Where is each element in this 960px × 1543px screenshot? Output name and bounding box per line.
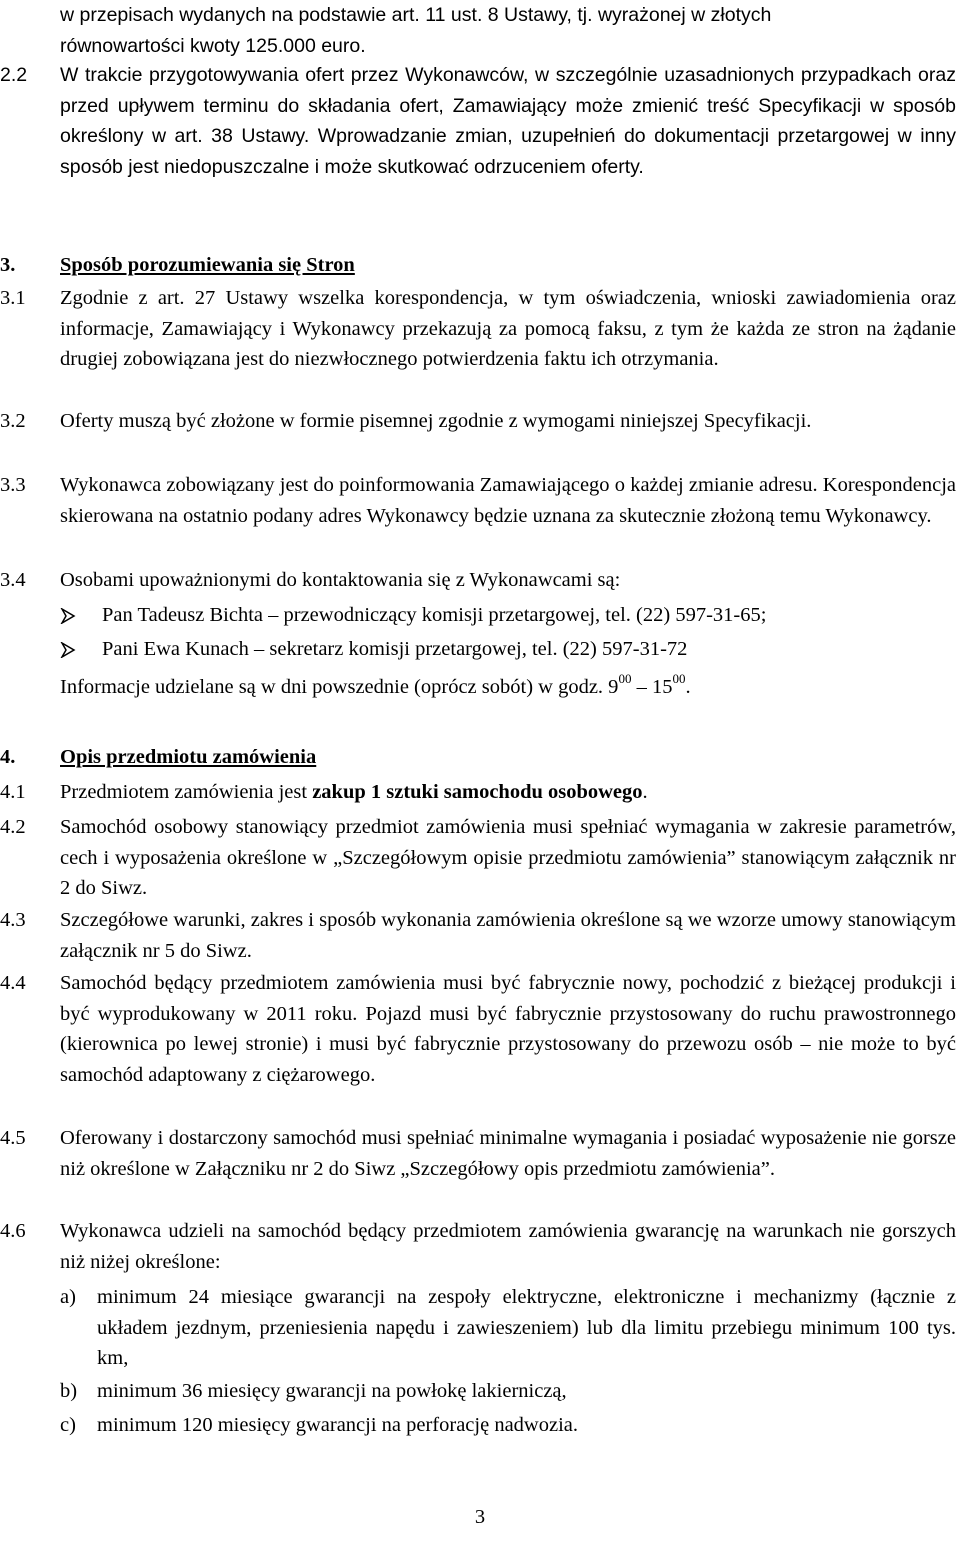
paragraph-number: 2.2	[0, 64, 28, 86]
section-title: Sposób porozumiewania się Stron	[60, 254, 355, 276]
paragraph-text: Przedmiotem zamówienia jest	[60, 781, 313, 803]
paragraph-number: 4.1	[0, 781, 26, 803]
paragraph-text: Zgodnie z art. 27 Ustawy wszelka korespondencja, w tym oświadczenia, wnioski zawiadomienia oraz informacje, Zamawiający i Wykonawcy przekazują za pomocą faksu, z tym że każda ze stron na żądanie drugiej zobowiązana jest do niezwłocznego potwierdzenia faktu ich otrzymania.	[60, 287, 956, 370]
contact-item	[60, 634, 956, 665]
paragraph-text: Wykonawca udzieli na samochód będący przedmiotem zamówienia gwarancję na warunkach nie gorszych niż niżej określone:	[60, 1220, 956, 1273]
warranty-item	[60, 1410, 956, 1441]
paragraph-2-2	[0, 60, 956, 182]
paragraph-number: 3.3	[0, 474, 26, 496]
paragraph-number: 3.2	[0, 410, 26, 432]
paragraph-number: 4.3	[0, 909, 26, 931]
paragraph-text: W trakcie przygotowywania ofert przez Wykonawców, w szczególnie uzasadnionych przypadkach oraz przed upływem terminu do składania ofert, Zamawiający może zmienić treść Specyfikacji w sposób określony w art. 38 Ustawy. Wprowadzanie zmian, uzupełnień do dokumentacji przetargowej w inny sposób jest niedopuszczalne i może skutkować odrzuceniem oferty.	[60, 64, 956, 178]
section-number: 3.	[0, 254, 16, 276]
section-number: 4.	[0, 746, 16, 768]
hours-start-minutes: 00	[618, 671, 632, 687]
paragraph-4-1	[0, 777, 956, 808]
intro-line-2: równowartości kwoty 125.000 euro.	[60, 34, 366, 57]
item-text: minimum 24 miesiące gwarancji na zespoły elektryczne, elektroniczne i mechanizmy (łącznie z układem jezdnym, przeniesienia napędu i zawieszeniem) lub dla limitu przebiegu minimum 100 tys. km,	[97, 1286, 956, 1369]
item-label: a)	[60, 1286, 76, 1308]
paragraph-text: Oferowany i dostarczony samochód musi spełniać minimalne wymagania i posiadać wyposażenie nie gorsze niż określone w Załączniku nr 2 do Siwz „Szczegółowy opis przedmiotu zamówienia”.	[60, 1127, 956, 1180]
item-text: minimum 120 miesięcy gwarancji na perforację nadwozia.	[97, 1414, 578, 1436]
paragraph-number: 4.5	[0, 1127, 26, 1149]
paragraph-text: Wykonawca zobowiązany jest do poinformowania Zamawiającego o każdej zmianie adresu. Korespondencja skierowana na ostatnio podany adres Wykonawcy będzie uznana za skutecznie złożoną temu Wykonawcy.	[60, 474, 956, 527]
paragraph-4-6	[0, 1216, 956, 1277]
paragraph-number: 4.2	[0, 816, 26, 838]
arrow-bullet-icon	[60, 634, 100, 658]
item-label: c)	[60, 1414, 76, 1436]
paragraph-3-4	[0, 565, 956, 596]
paragraph-number: 4.6	[0, 1220, 26, 1242]
paragraph-4-3	[0, 905, 956, 966]
paragraph-text: Osobami upoważnionymi do kontaktowania się z Wykonawcami są:	[60, 569, 621, 591]
paragraph-text: Szczegółowe warunki, zakres i sposób wykonania zamówienia określone są we wzorze umowy stanowiącym załącznik nr 5 do Siwz.	[60, 909, 956, 962]
contact-item	[60, 600, 956, 631]
paragraph-text: Samochód osobowy stanowiący przedmiot zamówienia musi spełniać wymagania w zakresie parametrów, cech i wyposażenia określone w „Szczegółowym opisie przedmiotu zamówienia” stanowiącym załącznik nr 2 do Siwz.	[60, 816, 956, 899]
intro-line-1: w przepisach wydanych na podstawie art. 11 ust. 8 Ustawy, tj. wyrażonej w złotych	[60, 4, 772, 26]
section-3-heading	[0, 250, 956, 281]
contact-text: Pani Ewa Kunach – sekretarz komisji przetargowej, tel. (22) 597-31-72	[102, 638, 688, 660]
item-label: b)	[60, 1380, 78, 1402]
hours-mid: – 15	[631, 676, 673, 698]
warranty-item	[60, 1376, 956, 1407]
office-hours	[0, 672, 956, 703]
contact-text: Pan Tadeusz Bichta – przewodniczący komisji przetargowej, tel. (22) 597-31-65;	[102, 604, 767, 626]
hours-end-minutes: 00	[672, 671, 686, 687]
paragraph-bold-text: zakup 1 sztuki samochodu osobowego	[312, 781, 643, 803]
paragraph-4-5	[0, 1123, 956, 1184]
paragraph-3-3	[0, 470, 956, 531]
hours-prefix: Informacje udzielane są w dni powszednie (oprócz sobót) w godz. 9	[60, 676, 619, 698]
paragraph-number: 3.1	[0, 287, 26, 309]
section-title: Opis przedmiotu zamówienia	[60, 746, 317, 768]
paragraph-text: Samochód będący przedmiotem zamówienia musi być fabrycznie nowy, pochodzić z bieżącej produkcji i być wyprodukowany w 2011 roku. Pojazd musi być fabrycznie przystosowany do ruchu prawostronnego (kierownica po lewej stronie) i musi być fabrycznie przystosowany do przewozu osób – nie może to być samochód adaptowany z ciężarowego.	[60, 972, 956, 1086]
intro-paragraph	[0, 0, 956, 61]
paragraph-text: Oferty muszą być złożone w formie pisemnej zgodnie z wymogami niniejszej Specyfikacji.	[60, 410, 812, 432]
paragraph-3-1	[0, 283, 956, 375]
warranty-item	[60, 1282, 956, 1374]
paragraph-end: .	[642, 781, 648, 803]
section-4-heading	[0, 742, 956, 773]
paragraph-3-2	[0, 406, 956, 437]
page-number: 3	[474, 1506, 486, 1528]
hours-end: .	[685, 676, 691, 698]
paragraph-number: 3.4	[0, 569, 26, 591]
item-text: minimum 36 miesięcy gwarancji na powłokę lakierniczą,	[97, 1380, 567, 1402]
paragraph-4-4	[0, 968, 956, 1090]
paragraph-4-2	[0, 812, 956, 904]
arrow-bullet-icon	[60, 600, 100, 624]
paragraph-number: 4.4	[0, 972, 26, 994]
